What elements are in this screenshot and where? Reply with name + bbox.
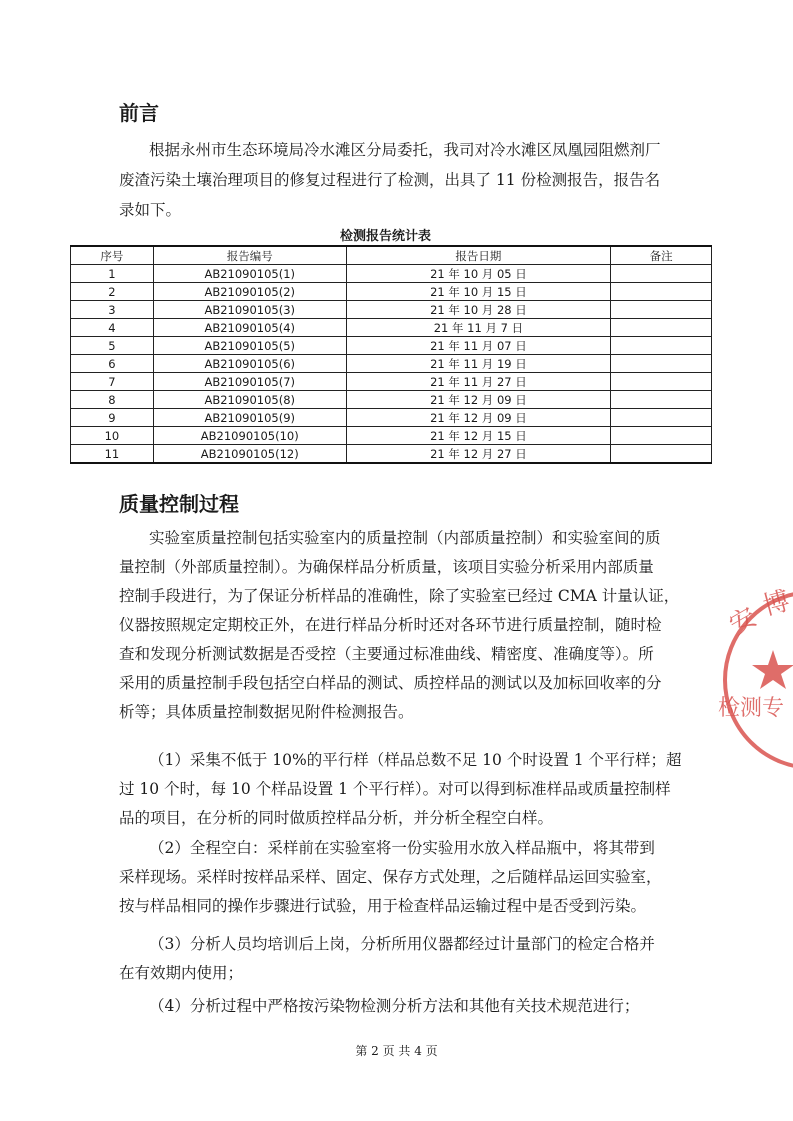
table-cell: 6 — [71, 355, 154, 373]
table-cell: 8 — [71, 391, 154, 409]
qc-heading: 质量控制过程 — [119, 492, 239, 516]
qc-line: 量控制（外部质量控制）。为确保样品分析质量，该项目实验分析采用内部质量 — [119, 558, 654, 576]
header-cell: 报告日期 — [346, 246, 611, 265]
table-row — [71, 427, 712, 445]
table-cell — [611, 391, 712, 409]
qc-item-4 — [119, 994, 719, 1024]
table-row — [71, 265, 712, 283]
table-row — [71, 373, 712, 391]
table-cell: 21 年 10 月 15 日 — [346, 283, 611, 301]
table-cell: 2 — [71, 283, 154, 301]
table-cell: 21 年 11 月 07 日 — [346, 337, 611, 355]
table-cell: AB21090105(2) — [153, 283, 346, 301]
preface-line: 废渣污染土壤治理项目的修复过程进行了检测，出具了 11 份检测报告，报告名 — [119, 171, 661, 189]
qc-item-line: 在有效期内使用； — [119, 964, 244, 982]
table-cell: 3 — [71, 301, 154, 319]
table-cell: 7 — [71, 373, 154, 391]
table-cell: AB21090105(10) — [153, 427, 346, 445]
qc-line: 查和发现分析测试数据是否受控（主要通过标准曲线、精密度、准确度等）。所 — [119, 645, 654, 663]
report-table — [70, 245, 712, 464]
header-cell: 序号 — [71, 246, 154, 265]
header-cell: 报告编号 — [153, 246, 346, 265]
table-cell: 21 年 10 月 28 日 — [346, 301, 611, 319]
qc-item-3 — [119, 932, 719, 992]
table-cell: 21 年 10 月 05 日 — [346, 265, 611, 283]
table-cell — [611, 355, 712, 373]
table-row — [71, 301, 712, 319]
table-cell: 5 — [71, 337, 154, 355]
table-cell — [611, 301, 712, 319]
official-seal-stamp — [718, 585, 793, 775]
table-cell: AB21090105(8) — [153, 391, 346, 409]
qc-item-line: （2）全程空白：采样前在实验室将一份实验用水放入样品瓶中，将其带到 — [149, 839, 655, 857]
qc-item-line: 采样现场。采样时按样品采样、固定、保存方式处理，之后随样品运回实验室， — [119, 868, 662, 886]
table-cell: 21 年 12 月 15 日 — [346, 427, 611, 445]
table-cell: 11 — [71, 445, 154, 464]
table-cell — [611, 283, 712, 301]
qc-item-line: （3）分析人员均培训后上岗，分析所用仪器都经过计量部门的检定合格并 — [149, 935, 655, 953]
table-cell: 4 — [71, 319, 154, 337]
table-row — [71, 445, 712, 464]
table-row — [71, 355, 712, 373]
seal-star-icon — [752, 650, 793, 689]
qc-line: 实验室质量控制包括实验室内的质量控制（内部质量控制）和实验室间的质 — [149, 529, 661, 547]
table-cell — [611, 373, 712, 391]
table-cell: 21 年 11 月 19 日 — [346, 355, 611, 373]
table-cell — [611, 319, 712, 337]
table-cell: 21 年 12 月 09 日 — [346, 409, 611, 427]
table-row — [71, 337, 712, 355]
qc-line: 析等；具体质量控制数据见附件检测报告。 — [119, 703, 414, 721]
qc-item-1 — [119, 748, 719, 838]
qc-item-2 — [119, 836, 719, 926]
qc-intro-paragraph — [119, 526, 719, 736]
qc-item-line: （1）采集不低于 10%的平行样（样品总数不足 10 个时设置 1 个平行样；超 — [149, 751, 682, 769]
qc-line: 控制手段进行，为了保证分析样品的准确性，除了实验室已经过 CMA 计量认证， — [119, 587, 680, 605]
seal-glyph: 博 — [760, 586, 793, 622]
header-cell: 备注 — [611, 246, 712, 265]
qc-item-line: 品的项目，在分析的同时做质控样品分析，并分析全程空白样。 — [119, 809, 554, 827]
qc-item-line: （4）分析过程中严格按污染物检测分析方法和其他有关技术规范进行； — [149, 997, 640, 1015]
table-cell: 21 年 12 月 09 日 — [346, 391, 611, 409]
table-cell — [611, 427, 712, 445]
seal-glyph: 检测专 — [718, 696, 785, 721]
table-cell: AB21090105(5) — [153, 337, 346, 355]
preface-paragraph — [119, 138, 719, 228]
table-cell: AB21090105(12) — [153, 445, 346, 464]
table-caption: 检测报告统计表 — [340, 229, 432, 244]
table-row — [71, 391, 712, 409]
table-row — [71, 319, 712, 337]
table-row — [71, 283, 712, 301]
table-cell: 21 年 11 月 27 日 — [346, 373, 611, 391]
preface-heading: 前言 — [119, 101, 159, 125]
table-cell: AB21090105(1) — [153, 265, 346, 283]
table-cell — [611, 445, 712, 464]
table-cell: AB21090105(9) — [153, 409, 346, 427]
table-cell: AB21090105(4) — [153, 319, 346, 337]
preface-line: 录如下。 — [119, 201, 182, 219]
table-cell: AB21090105(3) — [153, 301, 346, 319]
preface-line: 根据永州市生态环境局冷水滩区分局委托，我司对冷水滩区凤凰园阻燃剂厂 — [149, 141, 661, 159]
page-footer: 第 2 页 共 4 页 — [355, 1044, 438, 1058]
table-cell — [611, 265, 712, 283]
table-cell — [611, 409, 712, 427]
qc-item-line: 过 10 个时，每 10 个样品设置 1 个平行样）。对可以得到标准样品或质量控制样 — [119, 780, 671, 798]
table-cell: 9 — [71, 409, 154, 427]
table-header-row — [71, 246, 712, 265]
table-cell: 21 年 11 月 7 日 — [346, 319, 611, 337]
table-cell: AB21090105(7) — [153, 373, 346, 391]
table-cell: 10 — [71, 427, 154, 445]
seal-glyph: 安 — [724, 602, 763, 642]
table-cell — [611, 337, 712, 355]
qc-line: 仪器按照规定定期校正外，在进行样品分析时还对各环节进行质量控制，随时检 — [119, 616, 662, 634]
table-cell: 1 — [71, 265, 154, 283]
table-cell: 21 年 12 月 27 日 — [346, 445, 611, 464]
qc-line: 采用的质量控制手段包括空白样品的测试、质控样品的测试以及加标回收率的分 — [119, 674, 662, 692]
table-row — [71, 409, 712, 427]
qc-item-line: 按与样品相同的操作步骤进行试验，用于检查样品运输过程中是否受到污染。 — [119, 897, 647, 915]
table-cell: AB21090105(6) — [153, 355, 346, 373]
